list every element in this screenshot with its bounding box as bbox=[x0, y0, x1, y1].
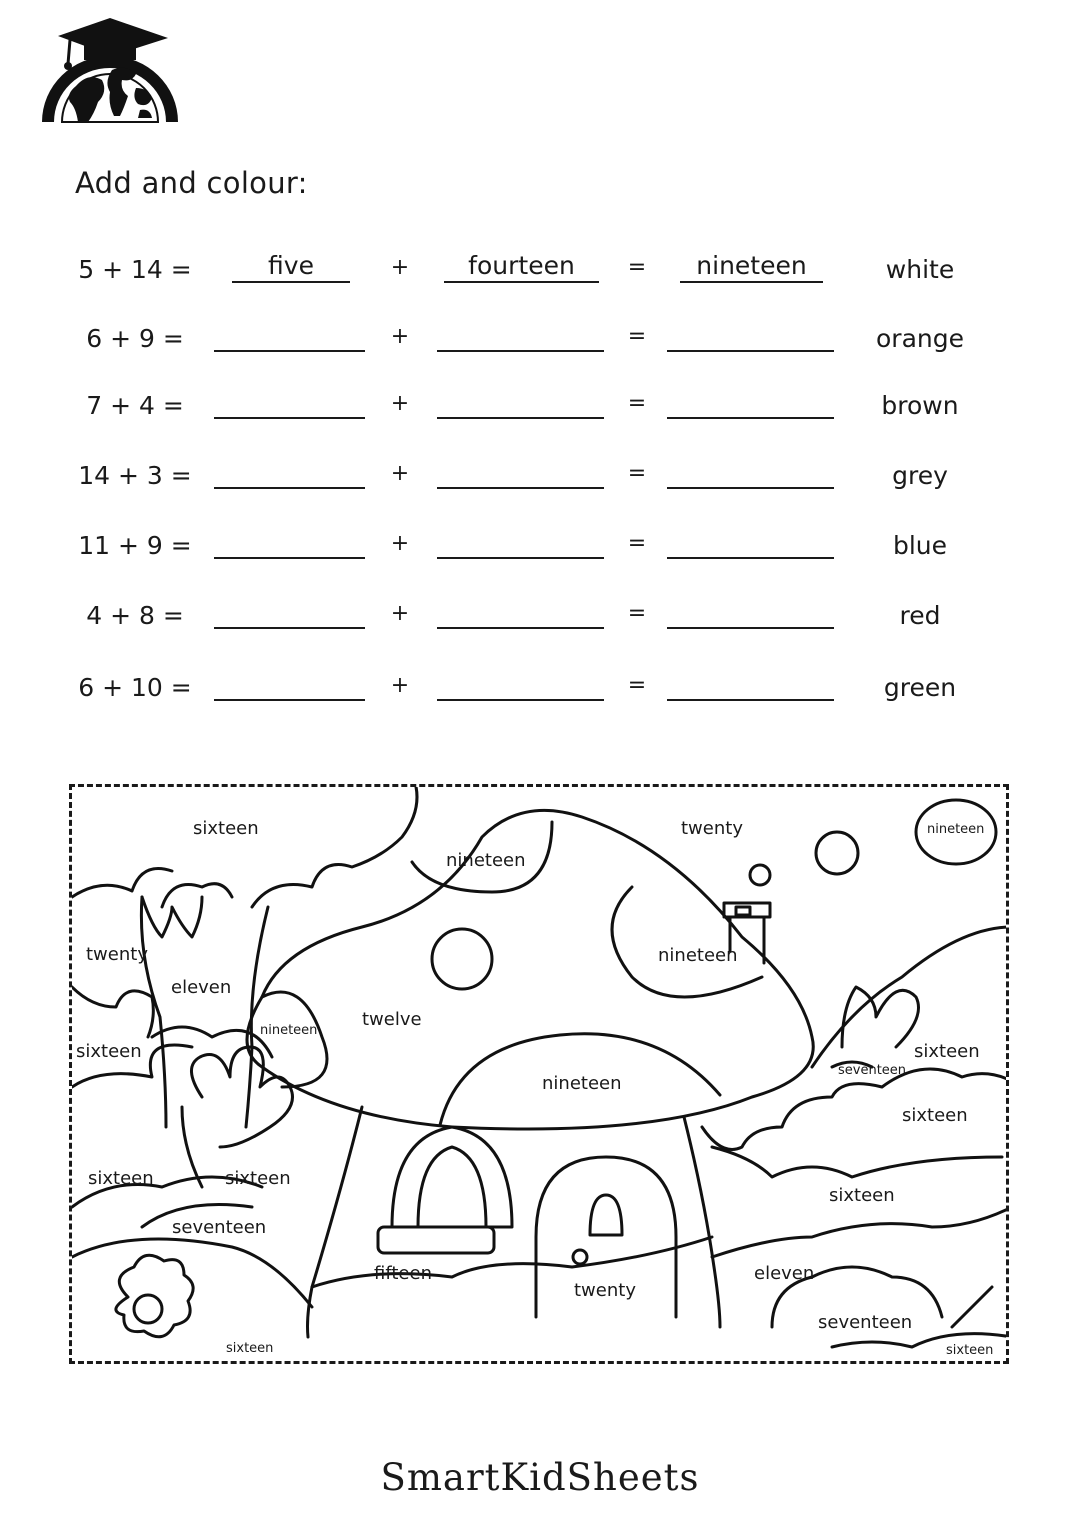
equation-row bbox=[0, 525, 1080, 565]
worksheet-heading: Add and colour: bbox=[75, 166, 308, 200]
equals-sign: = bbox=[627, 255, 647, 280]
region-label: twenty bbox=[574, 1280, 636, 1301]
logo bbox=[40, 14, 182, 126]
sum-label: 5 + 14 = bbox=[78, 255, 192, 284]
equals-sign: = bbox=[627, 324, 647, 349]
region-label: sixteen bbox=[829, 1185, 895, 1206]
equals-sign: = bbox=[627, 673, 647, 698]
answer-blank-total[interactable] bbox=[667, 455, 834, 489]
answer-blank-first[interactable]: five bbox=[232, 249, 350, 283]
answer-blank-total[interactable] bbox=[667, 318, 834, 352]
colour-word: brown bbox=[881, 391, 959, 420]
region-label: seventeen bbox=[172, 1217, 267, 1238]
footer-brand: SmartKidSheets bbox=[380, 1456, 700, 1499]
equals-sign: = bbox=[627, 461, 647, 486]
answer-blank-first[interactable] bbox=[214, 525, 365, 559]
region-label: sixteen bbox=[226, 1341, 274, 1356]
equals-sign: = bbox=[627, 601, 647, 626]
region-label: sixteen bbox=[88, 1168, 154, 1189]
plus-sign: + bbox=[390, 391, 410, 416]
colour-word: blue bbox=[892, 531, 948, 560]
colour-word: green bbox=[883, 673, 957, 702]
plus-sign: + bbox=[390, 255, 410, 280]
answer-blank-second[interactable] bbox=[437, 595, 604, 629]
plus-sign: + bbox=[390, 461, 410, 486]
equation-row bbox=[0, 318, 1080, 358]
region-label: seventeen bbox=[818, 1312, 913, 1333]
answer-blank-second[interactable] bbox=[437, 455, 604, 489]
answer-blank-first[interactable] bbox=[214, 667, 365, 701]
answer-blank-total[interactable]: nineteen bbox=[680, 249, 823, 283]
equation-row bbox=[0, 249, 1080, 289]
plus-sign: + bbox=[390, 531, 410, 556]
equals-sign: = bbox=[627, 391, 647, 416]
answer-blank-first[interactable] bbox=[214, 455, 365, 489]
sum-label: 4 + 8 = bbox=[86, 601, 184, 630]
answer-blank-total[interactable] bbox=[667, 385, 834, 419]
sum-label: 6 + 10 = bbox=[78, 673, 192, 702]
plus-sign: + bbox=[390, 601, 410, 626]
region-label: nineteen bbox=[927, 822, 985, 837]
equation-row bbox=[0, 667, 1080, 707]
region-label: eleven bbox=[171, 977, 232, 998]
answer-blank-first[interactable] bbox=[214, 318, 365, 352]
answer-blank-total[interactable] bbox=[667, 595, 834, 629]
plus-sign: + bbox=[390, 673, 410, 698]
colour-word: grey bbox=[892, 461, 948, 490]
sum-label: 6 + 9 = bbox=[86, 324, 184, 353]
answer-blank-first[interactable] bbox=[214, 595, 365, 629]
answer-blank-second[interactable]: fourteen bbox=[444, 249, 599, 283]
answer-blank-second[interactable] bbox=[437, 385, 604, 419]
region-label: sixteen bbox=[193, 818, 259, 839]
answer-blank-total[interactable] bbox=[667, 667, 834, 701]
equation-row bbox=[0, 385, 1080, 425]
colouring-picture bbox=[69, 784, 1009, 1364]
region-label: eleven bbox=[754, 1263, 815, 1284]
answer-blank-first[interactable] bbox=[214, 385, 365, 419]
colour-word: orange bbox=[876, 324, 964, 353]
equation-row bbox=[0, 595, 1080, 635]
graduation-cap-globe-icon bbox=[40, 14, 182, 126]
answer-blank-second[interactable] bbox=[437, 667, 604, 701]
region-label: sixteen bbox=[914, 1041, 980, 1062]
equation-row bbox=[0, 455, 1080, 495]
sum-label: 11 + 9 = bbox=[78, 531, 192, 560]
region-label: fifteen bbox=[374, 1263, 432, 1284]
region-label: sixteen bbox=[76, 1041, 142, 1062]
region-label: sixteen bbox=[225, 1168, 291, 1189]
region-label: sixteen bbox=[946, 1343, 994, 1358]
sum-label: 7 + 4 = bbox=[86, 391, 184, 420]
region-label: nineteen bbox=[658, 945, 738, 966]
colour-word: red bbox=[899, 601, 941, 630]
region-label: twenty bbox=[86, 944, 148, 965]
answer-blank-second[interactable] bbox=[437, 525, 604, 559]
region-label: sixteen bbox=[902, 1105, 968, 1126]
answer-blank-total[interactable] bbox=[667, 525, 834, 559]
region-label: seventeen bbox=[838, 1063, 907, 1078]
region-label: twelve bbox=[362, 1009, 422, 1030]
equals-sign: = bbox=[627, 531, 647, 556]
sum-label: 14 + 3 = bbox=[78, 461, 192, 490]
answer-blank-second[interactable] bbox=[437, 318, 604, 352]
colour-word: white bbox=[885, 255, 955, 284]
region-label: twenty bbox=[681, 818, 743, 839]
region-label: nineteen bbox=[446, 850, 526, 871]
region-label: nineteen bbox=[542, 1073, 622, 1094]
region-label: nineteen bbox=[260, 1023, 318, 1038]
plus-sign: + bbox=[390, 324, 410, 349]
